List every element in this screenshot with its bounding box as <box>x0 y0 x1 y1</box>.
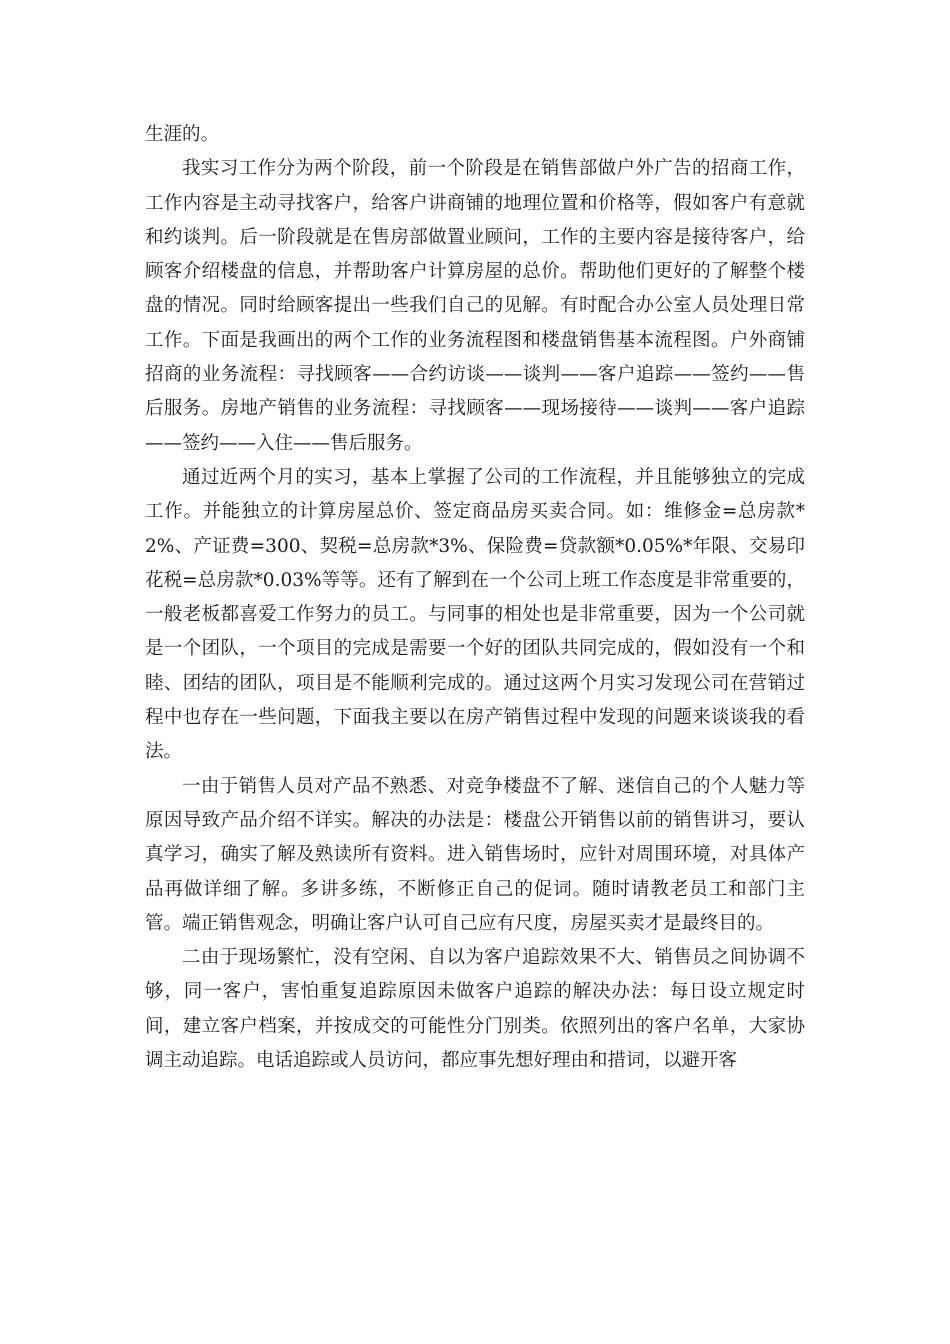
paragraph-internship-stages: 我实习工作分为两个阶段，前一个阶段是在销售部做户外广告的招商工作，工作内容是主动寻找客户，给客户讲商铺的地理位置和价格等，假如客户有意就和约谈判。后一阶段就是在售房部做置业顾问，工作的主要内容是接待客户，给顾客介绍楼盘的信息，并帮助客户计算房屋的总价。帮助他们更好的了解整个楼盘的情况。同时给顾客提出一些我们自己的见解。有时配合办公室人员处理日常工作。下面是我画出的两个工作的业务流程图和楼盘销售基本流程图。户外商铺招商的业务流程：寻找顾客——合约访谈——谈判——客户追踪——签约——售后服务。房地产销售的业务流程：寻找顾客——现场接待——谈判——客户追踪——签约——入住——售后服务。 <box>145 158 805 454</box>
document-page <box>145 118 805 1078</box>
paragraph-continuation: 生涯的。 <box>145 124 220 145</box>
paragraph-problem-one: 一由于销售人员对产品不熟悉、对竞争楼盘不了解、迷信自己的个人魅力等原因导致产品介绍不详实。解决的办法是：楼盘公开销售以前的销售讲习，要认真学习，确实了解及熟读所有资料。进入销售场时，应针对周围环境，对具体产品再做详细了解。多讲多练，不断修正自己的促词。随时请教老员工和部门主管。端正销售观念，明确让客户认可自己应有尺度，房屋买卖才是最终目的。 <box>145 775 805 934</box>
paragraph-problem-two: 二由于现场繁忙，没有空闲、自以为客户追踪效果不大、销售员之间协调不够，同一客户，害怕重复追踪原因未做客户追踪的解决办法：每日设立规定时间，建立客户档案，并按成交的可能性分门别类。依照列出的客户名单，大家协调主动追踪。电话追踪或人员访问，都应事先想好理由和措词，以避开客 <box>145 947 805 1072</box>
paragraph-work-learning: 通过近两个月的实习，基本上掌握了公司的工作流程，并且能够独立的完成工作。并能独立的计算房屋总价、签定商品房买卖合同。如：维修金=总房款*2%、产证费=300、契税=总房款*3%、保险费=贷款额*0.05%*年限、交易印花税=总房款*0.03%等等。还有了解到在一个公司上班工作态度是非常重要的，一般老板都喜爱工作努力的员工。与同事的相处也是非常重要，因为一个公司就是一个团队，一个项目的完成是需要一个好的团队共同完成的，假如没有一个和睦、团结的团队，项目是不能顺利完成的。通过这两个月实习发现公司在营销过程中也存在一些问题，下面我主要以在房产销售过程中发现的问题来谈谈我的看法。 <box>145 466 805 763</box>
